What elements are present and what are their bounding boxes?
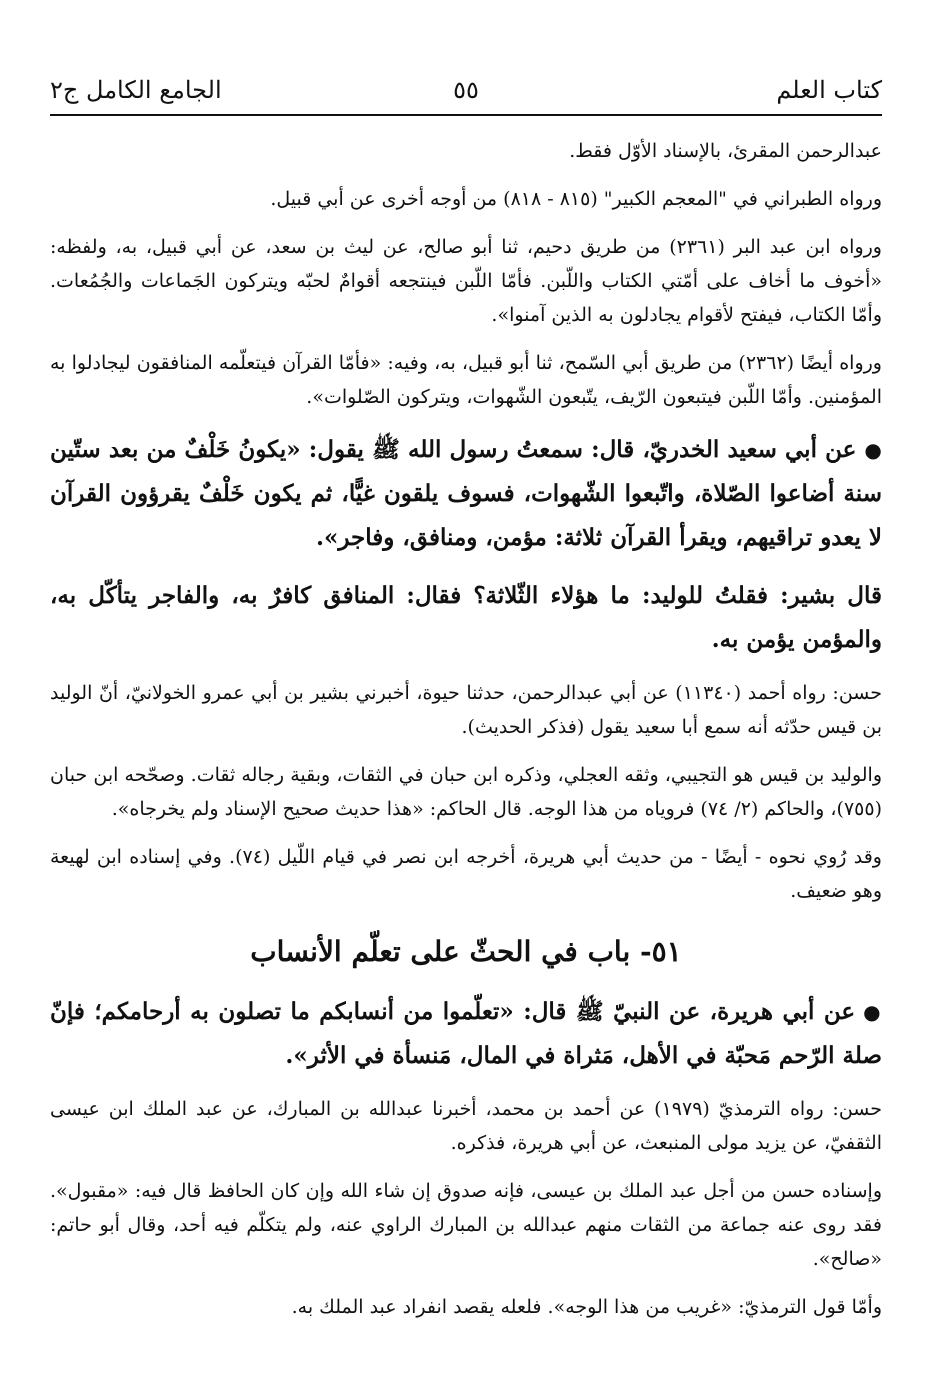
page-number: ٥٥ <box>453 76 479 104</box>
hadith-text <box>50 428 882 560</box>
running-header <box>50 60 882 110</box>
paragraph: ورواه ابن عبد البر (٢٣٦١) من طريق دحيم، ثنا أبو صالح، عن ليث بن سعد، عن أبي قبيل، به، ولفظه: «أخوف ما أخاف على أمّتي الكتاب واللّبن. فأمّا اللّبن فينتجعه أقوامٌ لحبّه ويتركون الجَماعات والجُمُعات. وأمّا الكتاب، فيفتح لأقوام يجادلون به الذين آمنوا». <box>50 236 882 326</box>
hadith-text <box>50 990 882 1078</box>
chapter-title: كتاب العلم <box>776 76 882 104</box>
paragraph: حسن: رواه الترمذيّ (١٩٧٩) عن أحمد بن محمد، أخبرنا عبدالله بن المبارك، عن عبد الملك ابن عيسى الثقفيّ، عن يزيد مولى المنبعث، عن أبي هريرة، فذكره. <box>50 1098 882 1154</box>
paragraph: ورواه أيضًا (٢٣٦٢) من طريق أبي السّمح، ثنا أبو قبيل، به، وفيه: «فأمّا القرآن فيتعلّمه المنافقون ليجادلوا به المؤمنين. وأمّا اللّبن فيتبعون الرّيف، يتّبعون الشّهوات، ويتركون الصّلوات». <box>50 352 882 408</box>
paragraph: وأمّا قول الترمذيّ: «غريب من هذا الوجه». فلعله يقصد انفراد عبد الملك به. <box>291 1296 882 1318</box>
header-divider <box>50 114 882 116</box>
paragraph: ورواه الطبراني في "المعجم الكبير" (٨١٥ - ٨١٨) من أوجه أخرى عن أبي قبيل. <box>270 188 882 210</box>
paragraph: عبدالرحمن المقرئ، بالإسناد الأوّل فقط. <box>569 140 882 162</box>
hadith-body: عن أبي هريرة، عن النبيّ ﷺ قال: «تعلّموا من أنسابكم ما تصلون به أرحامكم؛ فإنّ صلة الرّحم مَحبّة في الأهل، مَثراة في المال، مَنسأة في الأثر». <box>50 998 882 1069</box>
paragraph: والوليد بن قيس هو التجيبي، وثقه العجلي، وذكره ابن حبان في الثقات، وبقية رجاله ثقات. وصحّحه ابن حبان (٧٥٥)، والحاكم (٢/ ٧٤) فروياه من هذا الوجه. قال الحاكم: «هذا حديث صحيح الإسناد ولم يخرجاه». <box>50 764 882 820</box>
hadith-body: عن أبي سعيد الخدريّ، قال: سمعتُ رسول الله ﷺ يقول: «يكونُ خَلْفٌ من بعد ستّين سنة أضاعوا الصّلاة، واتّبعوا الشّهوات، فسوف يلقون غيًّا، ثم يكون خَلْفٌ يقرؤون القرآن لا يعدو تراقيهم، ويقرأ القرآن ثلاثة: مؤمن، ومنافق، وفاجر». <box>50 436 882 551</box>
section-heading: ٥١- باب في الحثّ على تعلّم الأنساب <box>250 935 682 968</box>
paragraph: وإسناده حسن من أجل عبد الملك بن عيسى، فإنه صدوق إن شاء الله وإن كان الحافظ قال فيه: «مقبول». فقد روى عنه جماعة من الثقات منهم عبدالله بن المبارك الراوي عنه، ولم يتكلّم فيه أحد، وقال أبو حاتم: «صالح». <box>50 1180 882 1270</box>
bullet-icon: ● <box>863 1000 882 1024</box>
paragraph: وقد رُوي نحوه - أيضًا - من حديث أبي هريرة، أخرجه ابن نصر في قيام اللّيل (٧٤). وفي إسناده ابن لهيعة وهو ضعيف. <box>50 846 882 902</box>
paragraph: حسن: رواه أحمد (١١٣٤٠) عن أبي عبدالرحمن، حدثنا حيوة، أخبرني بشير بن أبي عمرو الخولانيّ، أنّ الوليد بن قيس حدّثه أنه سمع أبا سعيد يقول (فذكر الحديث). <box>50 682 882 738</box>
book-title: الجامع الكامل ج٢ <box>50 76 222 104</box>
hadith-text: قال بشير: فقلتُ للوليد: ما هؤلاء الثّلاثة؟ فقال: المنافق كافرٌ به، والفاجر يتأكّل به، والمؤمن يؤمن به. <box>50 582 882 653</box>
bullet-icon: ● <box>864 438 883 462</box>
